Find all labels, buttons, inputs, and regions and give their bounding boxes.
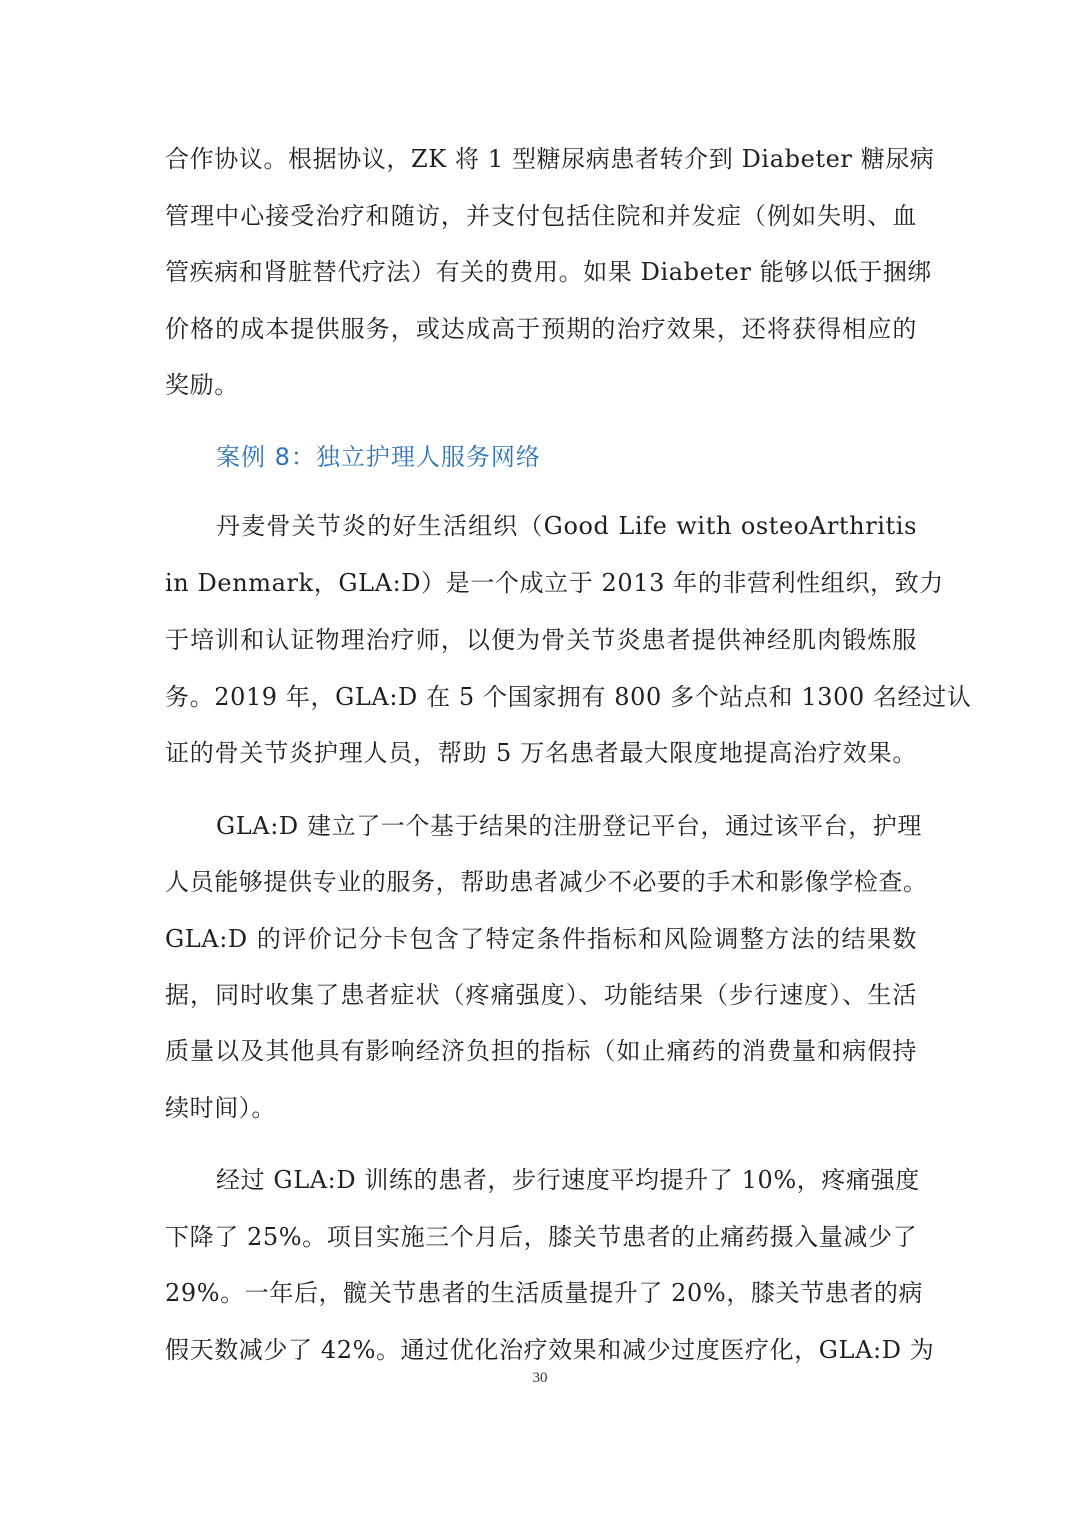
- paragraph-line: 务。2019 年，GLA:D 在 5 个国家拥有 800 多个站点和 1300 名经过认: [165, 683, 972, 711]
- section-heading: 案例 8：独立护理人服务网络: [216, 443, 541, 471]
- paragraph-line: 管疾病和肾脏替代疗法）有关的费用。如果 Diabeter 能够以低于捆绑: [165, 258, 932, 286]
- paragraph-line: GLA:D 建立了一个基于结果的注册登记平台，通过该平台，护理: [216, 812, 922, 840]
- paragraph-line: 续时间）。: [165, 1094, 276, 1122]
- paragraph-line: 下降了 25%。项目实施三个月后，膝关节患者的止痛药摄入量减少了: [165, 1223, 918, 1251]
- paragraph-line: 质量以及其他具有影响经济负担的指标（如止痛药的消费量和病假持: [165, 1037, 917, 1065]
- paragraph-line: 证的骨关节炎护理人员，帮助 5 万名患者最大限度地提高治疗效果。: [165, 739, 917, 767]
- paragraph-line: 假天数减少了 42%。通过优化治疗效果和减少过度医疗化，GLA:D 为: [165, 1336, 935, 1364]
- paragraph-line: 奖励。: [165, 371, 239, 399]
- paragraph-line: in Denmark，GLA:D）是一个成立于 2013 年的非营利性组织，致力: [165, 569, 944, 597]
- paragraph-line: GLA:D 的评价记分卡包含了特定条件指标和风险调整方法的结果数: [165, 925, 917, 953]
- paragraph-line: 29%。一年后，髋关节患者的生活质量提升了 20%，膝关节患者的病: [165, 1279, 924, 1307]
- paragraph-line: 管理中心接受治疗和随访，并支付包括住院和并发症（例如失明、血: [165, 202, 917, 230]
- paragraph-line: 丹麦骨关节炎的好生活组织（Good Life with osteoArthritis: [216, 512, 917, 540]
- paragraph-line: 经过 GLA:D 训练的患者，步行速度平均提升了 10%，疼痛强度: [216, 1166, 920, 1194]
- paragraph-line: 据，同时收集了患者症状（疼痛强度）、功能结果（步行速度）、生活: [165, 981, 917, 1009]
- page-number: 30: [532, 1370, 548, 1386]
- paragraph-line: 人员能够提供专业的服务，帮助患者减少不必要的手术和影像学检查。: [165, 868, 928, 896]
- paragraph-line: 价格的成本提供服务，或达成高于预期的治疗效果，还将获得相应的: [165, 315, 917, 343]
- paragraph-line: 合作协议。根据协议，ZK 将 1 型糖尿病患者转介到 Diabeter 糖尿病: [165, 145, 935, 173]
- paragraph-line: 于培训和认证物理治疗师，以便为骨关节炎患者提供神经肌肉锻炼服: [165, 626, 917, 654]
